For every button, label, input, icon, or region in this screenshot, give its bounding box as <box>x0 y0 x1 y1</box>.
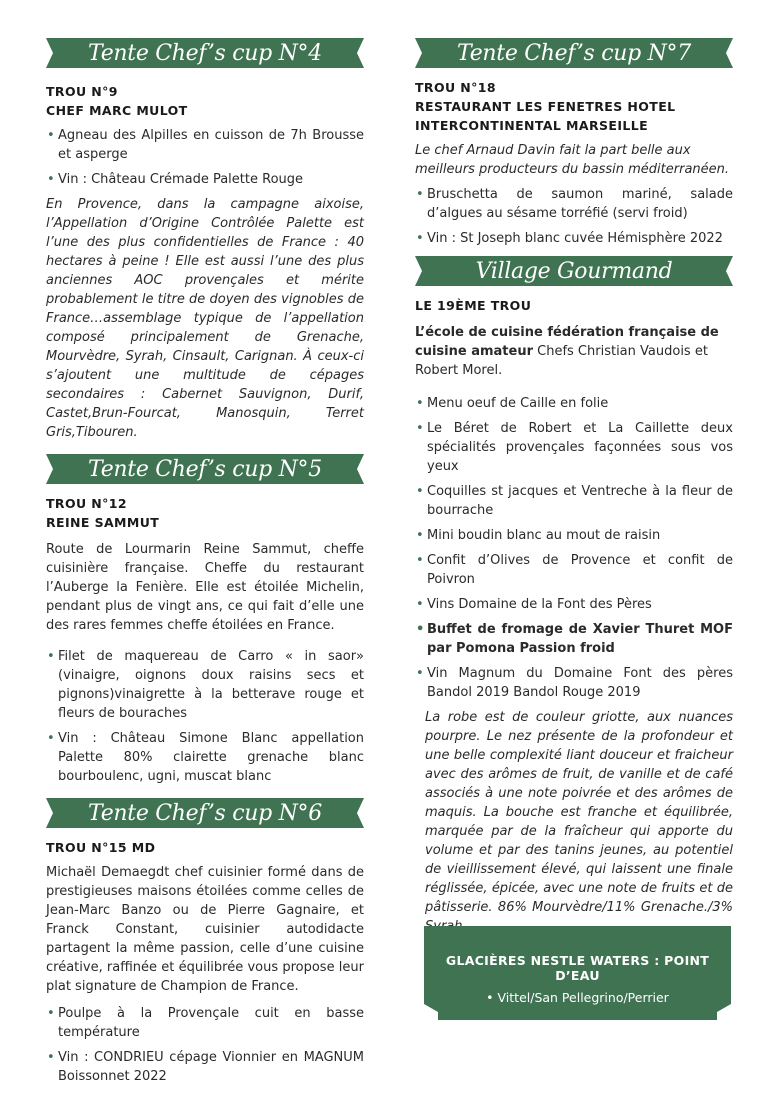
wine-description: En Provence, dans la campagne aixoise, l’Appellation d’Origine Contrôlée Palette est l’une des plus confidentielles de France : 40 hectares à peine ! Elle est aussi l’une des plus anciennes AOC provençales et mérite probablement le titre de doyen des vignobles de France…assemblage typique de l’appellation composé principalement de Grenache, Mourvèdre, Syrah, Cinsault, Carignan. À ceux-ci s’ajoutent une multitude de cépages secondaires : Cabernet Sauvignon, Durif, Castet,Brun-Fourcat, Manosquin, Terret Gris,Tibouren. <box>46 197 364 440</box>
water-point-item: • Vittel/San Pellegrino/Perrier <box>486 990 669 1005</box>
wine-item: • Vin : CONDRIEU cépage Vionnier en MAGNUM Boissonnet 2022 <box>46 1048 364 1086</box>
chef-intro: Le chef Arnaud Davin fait la part belle aux meilleurs producteurs du bassin méditerranéen. <box>415 143 730 177</box>
banner-chefs-cup-5: Tente Chef’s cup N°5 <box>46 454 364 484</box>
menu-item: • Coquilles st jacques et Ventreche à la fleur de bourrache <box>415 482 733 520</box>
restaurant-name: RESTAURANT LES FENETRES HOTEL <box>415 99 676 114</box>
menu-item: • Poulpe à la Provençale cuit en basse température <box>46 1004 364 1042</box>
chef-description: Michaël Demaegdt chef cuisinier formé dans de prestigieuses maisons étoilées comme celles de Jean-Marc Banzo ou de Pierre Gagnaire, et Franck Constant, cuisinier autodidacte partagent la même passion, celle d’une cuisine créative, raffinée et équilibrée vous propose leur plat signature de Champion de France. <box>46 865 364 994</box>
wine-item: • Vin : Château Simone Blanc appellation Palette 80% clairette grenache blanc bourboulenc, ugni, muscat blanc <box>46 729 364 786</box>
cheese-buffet-item: • Buffet de fromage de Xavier Thuret MOF par Pomona Passion froid <box>415 620 733 658</box>
water-point-title: GLACIÈRES NESTLE WATERS : POINT D’EAU <box>445 953 710 983</box>
school-chefs: Chefs Christian Vaudois et Robert Morel. <box>415 344 708 378</box>
banner-chefs-cup-4: Tente Chef’s cup N°4 <box>46 38 364 68</box>
chef-description: Route de Lourmarin Reine Sammut, cheffe cuisinière française. Cheffe du restaurant l’Auberge la Fenière. Elle est étoilée Michelin, pendant plus de vingt ans, ce qui fait d’elle une des rares femmes cheffe étoilées en France. <box>46 542 364 633</box>
banner-chefs-cup-7: Tente Chef’s cup N°7 <box>415 38 733 68</box>
menu-item: • Filet de maquereau de Carro « in saor» (vinaigre, oignons doux raisins secs et pignons)vinaigrette à la betterave rouge et fleurs de bouraches <box>46 647 364 723</box>
menu-item: • Vins Domaine de la Font des Pères <box>415 595 733 614</box>
menu-item: • Mini boudin blanc au mout de raisin <box>415 526 733 545</box>
trou-number: TROU N°15 MD <box>46 840 156 855</box>
wine-item: • Vin : Château Crémade Palette Rouge <box>46 170 364 189</box>
chef-name: CHEF MARC MULOT <box>46 103 188 118</box>
banner-village-gourmand: Village Gourmand <box>415 256 733 286</box>
water-point-box <box>424 926 731 1020</box>
school-name: L’école de cuisine fédération française de cuisine amateur <box>415 325 719 359</box>
wine-item: • Vin Magnum du Domaine Font des pères Bandol 2019 Bandol Rouge 2019 <box>415 664 733 702</box>
menu-item: • Menu oeuf de Caille en folie <box>415 394 733 413</box>
trou-number: TROU N°18 <box>415 80 496 95</box>
school-description <box>415 323 733 380</box>
trou-number: TROU N°9 <box>46 84 118 99</box>
tasting-notes: La robe est de couleur griotte, aux nuances pourpre. Le nez présente de la profondeur et une belle complexité liant douceur et fraicheur avec des arômes de fruit, de vanille et de café associés à une note poivrée et des arômes de maquis. La bouche est franche et équilibrée, marquée par de la fraîcheur qui apporte du volume et par des tanins jeunes, au potentiel de vieillissement élevé, qui laissent une finale réglissée, épicée, avec une note de fruits et de pâtisserie. 86% Mourvèdre/11% Grenache./3% <box>425 710 733 915</box>
banner-chefs-cup-6: Tente Chef’s cup N°6 <box>46 798 364 828</box>
menu-item: • Confit d’Olives de Provence et confit de Poivron <box>415 551 733 589</box>
trou-number: TROU N°12 <box>46 496 127 511</box>
restaurant-name-line2: INTERCONTINENTAL MARSEILLE <box>415 118 649 133</box>
chef-name: REINE SAMMUT <box>46 515 160 530</box>
wine-item: • Vin : St Joseph blanc cuvée Hémisphère 2022 <box>415 229 733 248</box>
menu-item: • Le Béret de Robert et La Caillette deux spécialités provençales façonnées sous vos yeux <box>415 419 733 476</box>
left-column <box>46 38 364 1086</box>
trou-number: LE 19ÈME TROU <box>415 298 532 313</box>
menu-item: • Bruschetta de saumon mariné, salade d’algues au sésame torréfié (servi froid) <box>415 185 733 223</box>
right-column <box>415 38 733 936</box>
menu-item: • Agneau des Alpilles en cuisson de 7h Brousse et asperge <box>46 126 364 164</box>
